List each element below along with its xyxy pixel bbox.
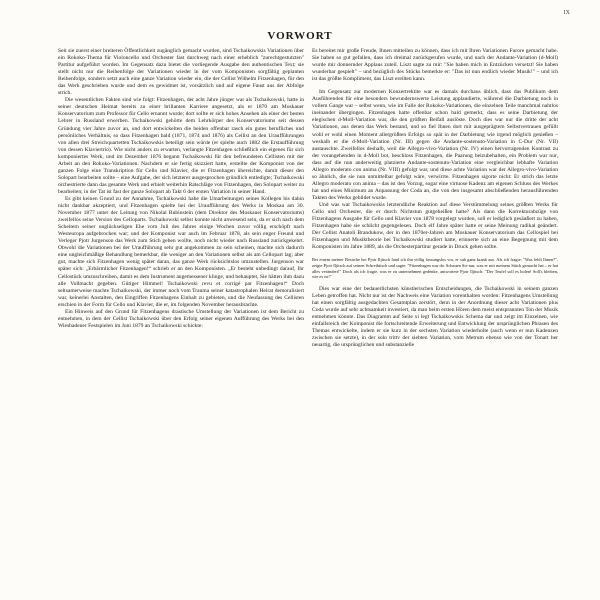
paragraph: Es gibt keinen Grund zu der Annahme, Tschaikowski habe die Umarbeitungen seines Kollegen bis dahin nicht dankbar akzeptiert, und Fitzenhagen spielte bei der Uraufführung des Werks in Moskau am 30. November 1877 unter der Leitung von Nikolai Rubinstein (dem Direktor des Moskauer Konservatoriums) zweifellos seine Version des Celloparts. Tschaikowski selbst konnte nicht anwesend sein, da er sich nach dem Scheitern seiner unglückseligen Ehe vom Juli des Jahres einige Wochen zuvor völlig erschöpft nach Westeuropa aufgebrochen war; und der Komponist war auch im Februar 1878, als sein enger Freund und Verleger Pjotr Jurgenson das Werk zum Stich geben wollte, noch nicht wieder nach Russland zurückgekehrt. Obwohl die Variationen bei der Uraufführung sehr gut angekommen zu sein scheinen, machte sich dadurch eine ungleichmäßige Behandlung bemerkbar, die weniger an den Variationen selbst als am Cellopart lag; aber gut, machte sich Fitzenhagen wenig später daran, das ganze Werk rücksichtslos umzustellen. Jurgenson war später sich: „Erbärmlicher Fitzenhagen!“ schrieb er an den Komponisten. „Er besteht unbedingt darauf, Ihr Cellostück umzuschreiben, damit es dem Instrument angemessener klinge, und behauptet, Sie hätten ihm dazu alle Vollmacht gegeben. Gütiger Himmel! Tschaikowski revu et corrigé par Fitzenhagen!“ Doch seltsamerweise machte Tschaikowski, der immer noch vom Trauma seiner katastrophalen Heirat demoralisiert war, keinerlei Anstalten, den Eingriffen Fitzenhagens Einhalt zu gebieten, und die Neufassung des Cellisten erschien in der Form für Cello und Klavier, die er, im folgenden November herausbrachte. [58,195,304,308]
paragraph: Und was war Tschaikowskis letztendliche Reaktion auf diese Verstümmelung seines größten Werks für Cello und Orchester, die er durch Nichtstun gutgeheißen hatte? Als dann die Korrekturabzüge von Fitzenhagens Ausgabe für Cello und Klavier von 1878 vorgelegt wurden, soll er lediglich gesäußert zu haben, Fitzenhagen habe sie schlicht gegengelesen. Doch elf Jahre später hatte er seine Meinung radikal geändert. Der Cellist Anatoli Brandukow, der in den 1870er-Jahren am Moskauer Konservatorium das Cellospiel bei Fitzenhagen und Musiktheorie bei Tschaikowski studiert hatte, erinnerte sich an eine Begegnung mit dem Komponisten im Jahre 1889, als die Orchesterpartitur gerade in Druck gehen sollte. [312,201,558,251]
block-quotation: Bei einem meiner Besuche bei Pjotr Iljitsch fand ich ihn völlig fassungslos vor, er sah ganz krank aus. Als ich fragte: "Was fehlt Ihnen?", zeigte Pjotr Iljitsch auf seinen Schreibtisch und sagte: "Fitzenhagen war da. Schauen Sie nur, was er mit meinem Stück gemacht hat – er hat alles verändert!" Doch als ich fragte, was er zu unternehmen gedenke, antwortete Pjotr Iljitsch: "Der Teufel soll es holen! Soll's bleiben, wie es ist!" [312,257,558,280]
paragraph: Seit sie zuerst einer breiteren Öffentlichkeit zugänglich gemacht wurden, sind Tschaikowskis Variationen über ein Rokoko-Thema für Violoncello und Orchester fast durchweg nach einer erheblich "zurechtgestutzten" Partitur aufgeführt worden. Im Gegensatz dazu bietet die vorliegende Ausgabe den authentischen Text; sie stellt nicht nur die Reihenfolge der Variationen wieder in der vom Komponisten sorgfältig geplanten Reihenfolge, sondern setzt auch eine ganze Variation wieder ein, die der Cellist Wilhelm Fitzenhagen, für den das Werk geschrieben wurde und dem es gewidmet ist, vorsätzlich und auf eigene Faust aus der Abfolge strich. [58,48,304,97]
paragraph: Ein Hinweis auf den Grund für Fitzenhagens drastische Umstellung der Variationen ist dem Bericht zu entnehmen, in dem der Cellist Tschaikowski über den Erfolg seiner eigenen Aufführung des Werks bei den Wiesbadener Festspielen im Juni 1879 an Tschaikowski schickte: [58,308,304,329]
paragraph: Im Gegensatz zur modernen Konzertrektite war es damals durchaus üblich, dass das Publikum dem Ausführenden für eine besonders bewundernswerte Leistung applaudierte, während die Darbietung noch in vollem Gange war – selbst wenn, wie im Falle der Rokoko-Variationen, die einzelnen Teile manchmal nahtlos ineinander übergingen. Fitzenhagen hatte offenbar schon bald gemerkt, dass es seine Darbietung der elegischen d-Moll-Variation war, die den größten Beifall auslöste. Doch dies war nur die dritte der acht Variationen, aus denen das Werk bestand, und so fiel Ihnen dort mit ausgeprägtem Selbstvertrauen gefüllt wohl er wohl einen Moment allergrößten Erfolgs so spät in der Darbietung wie irgend möglich genießen – weshalb er die d-Moll-Variation (Nr. III) gegen die Andante-sostenuto-Variation in C-Dur (Nr. VII) austauschte. Zweifellos deshalb, weil die Allegro-vivo-Variation (Nr. IV) einen hervorragenden Kontrast zu der vorangehenden in d-Moll bot, beschloss Fitzenhagen, die Paarung beizubehalten, ein Problem war nur, dass auf die nun anderweitig platzierte Andante-sostenuto-Variation eine vergleichbar lebhafte Variation Allegro moderato con anima (Nr. VIII) gefolgt war, und diese achte Variation war der Allegro-vivo-Variation so ähnlich, die sie nun unmittelbar gefolgt wäre, verwirrte. Fitzenhagen sigorte nicht: Er strich das letzte Allegro moderato con anima – das ist den Vorzug, sogar eine virtuose Kadenz am eigenen Schluss des Werkes hat und eines Minimum an Anpassung der Coda an, die von den insgesamt abschließenden herausführenden Takten des Werks gebildet wurde. [312,89,558,201]
right-column [312,48,558,349]
page-title: VORWORT [267,30,333,42]
quotation-paragraph: Es bereitet mir große Freude, Ihnen mitteilen zu können, dass ich mit Ihren Variationen Furore gemacht habe. Sie haben so gut gefallen, dass ich dreimal zurückgerufen wurde, und nach der Andante-Variation (d-Moll) wurde mir donnernder Applaus zuteil. Liszt sagte zu mir: "Sie haben mich in Entzücken versetzt! Sie haben wunderbar gespielt" – und bezüglich des Stücks bemerkte er: "Das ist nun endlich wieder Musik!" – und ich ist das größte Kompliment, das Liszt ereilten kann. [312,48,558,83]
page-number: IX [563,10,570,16]
left-column [58,48,304,330]
paragraph: Dies war eine der bedauerlichsten künstlerischen Entscheidungen, die Tschaikowski in seinem ganzen Leben getroffen hat. Nicht nur ist der Nachweis eine Variation vorenthalten worden: Fitzenhagens Umstellung hat einen sorgfältig ausgedachten Gesamtplan zerstört, denn in der Anordnung dieser acht Variationen plus Coda wurde auf sehr achtsamkeit investiert, da man beim ersten Hören dem meist entsprannten Ton der Musik entnehmen könnte. Das Diagramm auf Seite xi legt Tschaikowskis Schema dar und zeigt im Einzelnen, wie einfallsreich der Komponist die fortschreitende Erweiterung und Entwicklung der ursprünglichen Phrasen des Themas entwickelte, indem er sie kurz in der sechsten Variation wiederholte (auch wenn er nun Kadenzen zwischen sie setzte), in der solo trittv der siebten Variation, vom Metrum ebenso wie von der Tonart her neuartig, die ursprünglichen und substanzielle [312,285,558,349]
paragraph: Die wesentlichen Fakten sind wie folgt: Fitzenhagen, der acht Jahre jünger war als Tschaikowski, hatte in seiner deutschen Heimat bereits zu einer brillanten Karriere angesetzt, als er 1870 am Moskauer Konservatorium zum Professor für Cello ernannt wurde; dort sollte er sich hohes Ansehen als einer der besten Lehrer in Russland erwerben. Tschaikowski gehörte dem Lehrkörper des Konservatoriums seit dessen Gründung vier Jahre zuvor an, und dort entwickelten die beiden offenbar rasch ein gutes berufliches und persönliches Verhältnis, so dass Fitzenhagen bald (1871, 1874 und 1876) als Cellist an den Uraufführungen von allen drei Streichquartetten Tschaikowskis beteiligt sein würde (er spielte auch 1882 die Erstaufführung von dessen Klaviertrio). Wie nicht anders zu erwarten, verlangte Fitzenhagen schließlich ein eigenes für sich komponiertes Werk, und im Dezember 1876 begann Tschaikowski für den befreundeten Cellisten mit der Arbeit an den Rokoko-Variationen. Nachdem er sie fertig skizziert hatte, erstellte der Komponist von der ganzen Folge eine Transkription für Cello und Klavier, die er Fitzenhagen übereichte, damit dieser den Solopart bearbeiten sollte – eine Aufgabe, der sich letzterer ausgesprochen gründlich entledigte; Tschaikowski orchestrierte dann das gesamte Werk und erhielt weiterhin Ratschläge von Fitzenhagen, den Solopart weiter zu bearbeiten; in der Tat ist fast der ganze Solopart ab Takt 6 der ersten Variation in seiner Hand. [58,97,304,195]
